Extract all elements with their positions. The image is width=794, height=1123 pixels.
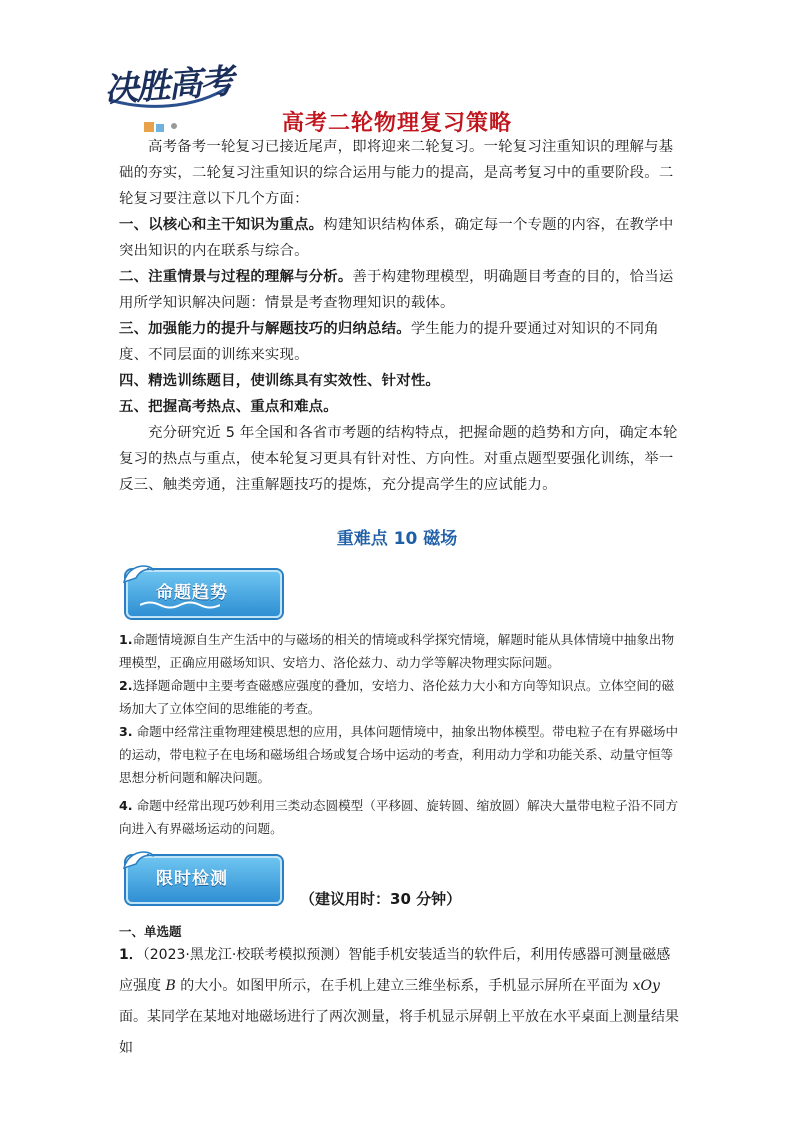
trend-item-2-text: 选择题命题中主要考查磁感应强度的叠加，安培力、洛伦兹力大小和方向等知识点。立体空间的磁场加大了立体空间的思维能的考查。	[119, 678, 675, 716]
question-source: （2023·黑龙江·校联考模拟预测）	[142, 947, 349, 963]
intro-paragraph: 高考备考一轮复习已接近尾声，即将迎来二轮复习。一轮复习注重知识的理解与基础的夯实，二轮复习注重知识的综合运用与能力的提高，是高考复习中的重要阶段。二轮复习要注意以下几个方面：	[119, 139, 674, 207]
strategy-item-3	[119, 316, 679, 368]
strategy-item-4	[119, 368, 679, 394]
question-number: 1．	[119, 947, 143, 963]
trend-banner	[120, 560, 284, 620]
test-banner	[120, 846, 284, 906]
trend-item-3	[119, 720, 679, 789]
trend-item-4-text: 命题中经常出现巧妙利用三类动态圆模型（平移圆、旋转圆、缩放圆）解决大量带电粒子沿不同方向进入有界磁场运动的问题。	[119, 798, 679, 836]
trend-item-2	[119, 674, 679, 720]
dolphin-icon	[120, 846, 160, 876]
question-text-a: 智能手机安装适当的软件后，利用传感器可测量磁感应强度	[119, 947, 671, 994]
logo-text: 决胜高考	[103, 61, 234, 111]
strategy-item-1-heading: 一、以核心和主干知识为重点。	[119, 217, 324, 233]
variable-xoy: xOy	[632, 978, 660, 994]
strategy-item-1-text: 构建知识结构体系，确定每一个专题的内容，在教学中突出知识的内在联系与综合。	[119, 217, 674, 259]
strategy-item-5-heading: 五、把握高考热点、重点和难点。	[119, 399, 338, 415]
page-title: 高考二轮物理复习策略	[281, 111, 512, 136]
section-title: 重难点 10 磁场	[336, 529, 458, 549]
closing-paragraph: 充分研究近 5 年全国和各省市考题的结构特点，把握命题的趋势和方向，确定本轮复习的热点与重点，使本轮复习更具有针对性、方向性。对重点题型要强化训练，举一反三、触类旁通，注重解题技巧的提炼，充分提高学生的应试能力。	[119, 425, 678, 493]
question-1	[119, 940, 679, 1064]
strategy-item-2-text: 善于构建物理模型，明确题目考查的目的，恰当运用所学知识解决问题：情景是考查物理知识的载体。	[119, 269, 674, 311]
variable-b: B	[165, 978, 176, 994]
trend-item-4	[119, 794, 679, 840]
strategy-item-3-heading: 三、加强能力的提升与解题技巧的归纳总结。	[119, 321, 411, 337]
strategy-item-2	[119, 264, 679, 316]
trend-item-1-text: 命题情境源自生产生活中的与磁场的相关的情境或科学探究情境，解题时能从具体情境中抽象出物理模型，正确应用磁场知识、安培力、洛伦兹力、动力学等解决物理实际问题。	[119, 632, 675, 670]
question-text-b: 的大小。如图甲所示，在手机上建立三维坐标系，手机显示屏所在平面为	[175, 978, 633, 994]
trend-item-2-number: 2.	[119, 678, 133, 693]
strategy-item-4-heading: 四、精选训练题目，使训练具有实效性、针对性。	[119, 373, 440, 389]
dolphin-icon	[120, 560, 160, 590]
suggested-time: （建议用时：30 分钟）	[300, 890, 462, 908]
trend-item-3-text: 命题中经常注重物理建模思想的应用，具体问题情境中，抽象出物体模型。带电粒子在有界磁场中的运动，带电粒子在电场和磁场组合场或复合场中运动的考查，利用动力学和功能关系、动量守恒等思想分析问题和解决问题。	[119, 724, 679, 785]
test-banner-label: 限时检测	[156, 869, 228, 889]
trend-item-4-number: 4.	[119, 798, 133, 813]
single-choice-heading: 一、单选题	[119, 924, 182, 939]
wave-icon	[140, 600, 220, 610]
trend-item-3-number: 3.	[119, 724, 133, 739]
strategy-item-5	[119, 394, 679, 420]
trend-banner-label: 命题趋势	[156, 583, 228, 603]
trend-item-1-number: 1.	[119, 632, 133, 647]
strategy-item-3-text: 学生能力的提升要通过对知识的不同角度、不同层面的训练来实现。	[119, 321, 659, 363]
strategy-item-2-heading: 二、注重情景与过程的理解与分析。	[119, 269, 353, 285]
question-text-c: 面。某同学在某地对地磁场进行了两次测量，将手机显示屏朝上平放在水平桌面上测量结果如	[119, 1009, 679, 1056]
strategy-item-1	[119, 212, 679, 264]
trend-item-1	[119, 628, 679, 674]
